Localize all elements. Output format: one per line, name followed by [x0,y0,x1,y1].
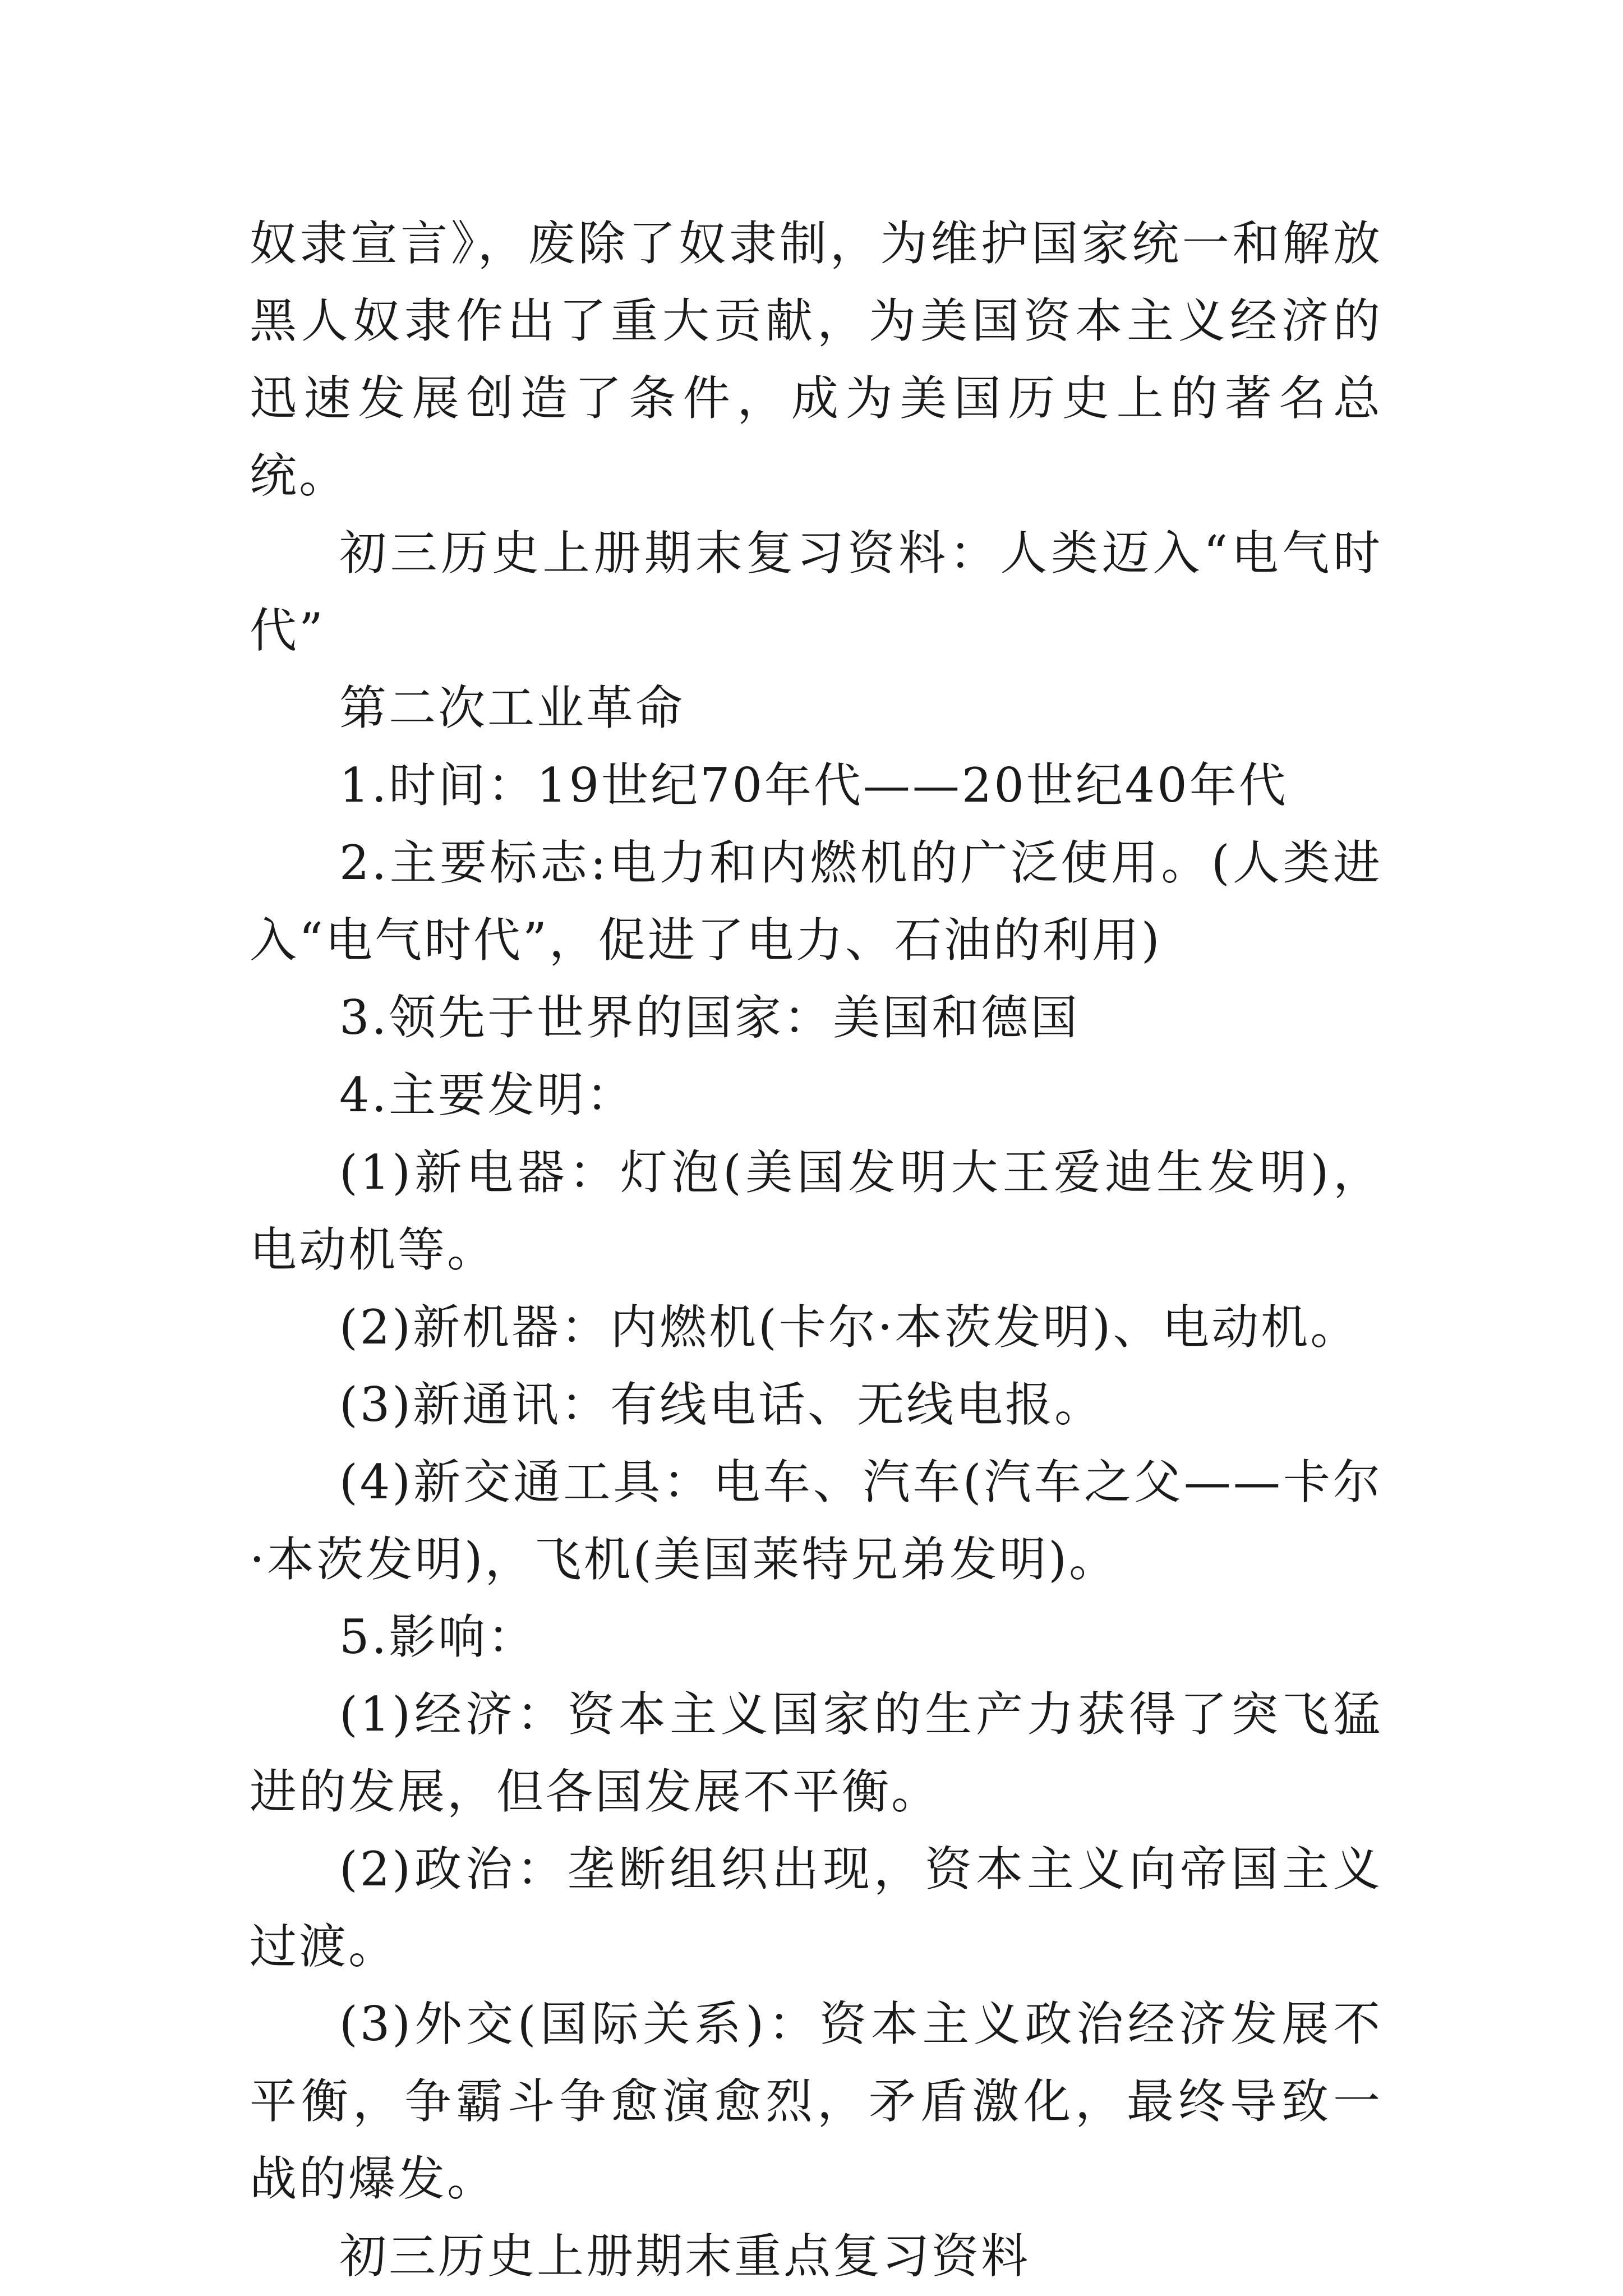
sub-list-item: (1)经济：资本主义国家的生产力获得了突飞猛进的发展，但各国发展不平衡。 [250,1687,1382,1819]
paragraph-continuation: 奴隶宣言》，废除了奴隶制，为维护国家统一和解放黑人奴隶作出了重大贡献，为美国资本主义经济的迅速发展创造了条件，成为美国历史上的著名总统。 [250,216,1382,503]
sub-list-item: (2)政治：垄断组织出现，资本主义向帝国主义过渡。 [250,1842,1382,1974]
list-item: 3.领先于世界的国家：美国和德国 [339,990,1080,1045]
list-item: 5.影响： [339,1609,537,1664]
sub-list-item: (2)新机器：内燃机(卡尔·本茨发明)、电动机。 [339,1300,1360,1355]
document-body [250,205,1382,2295]
section-heading: 初三历史上册期末重点复习资料 [339,2229,1031,2284]
sub-list-item: (4)新交通工具：电车、汽车(汽车之父——卡尔·本茨发明)，飞机(美国莱特兄弟发明)。 [250,1455,1382,1587]
section-heading: 初三历史上册期末复习资料：人类迈入“电气时代” [250,526,1382,658]
list-item: 2.主要标志:电力和内燃机的广泛使用。(人类进入“电气时代”，促进了电力、石油的利用) [250,835,1382,968]
sub-list-item: (3)外交(国际关系)：资本主义政治经济发展不平衡，争霸斗争愈演愈烈，矛盾激化，最终导致一战的爆发。 [250,1996,1382,2206]
subsection-heading: 第二次工业革命 [339,680,685,735]
list-item: 4.主要发明： [339,1068,636,1122]
sub-list-item: (3)新通讯：有线电话、无线电报。 [339,1377,1104,1432]
list-item: 1.时间：19世纪70年代——20世纪40年代 [339,758,1288,813]
sub-list-item: (1)新电器：灯泡(美国发明大王爱迪生发明)，电动机等。 [250,1145,1382,1277]
